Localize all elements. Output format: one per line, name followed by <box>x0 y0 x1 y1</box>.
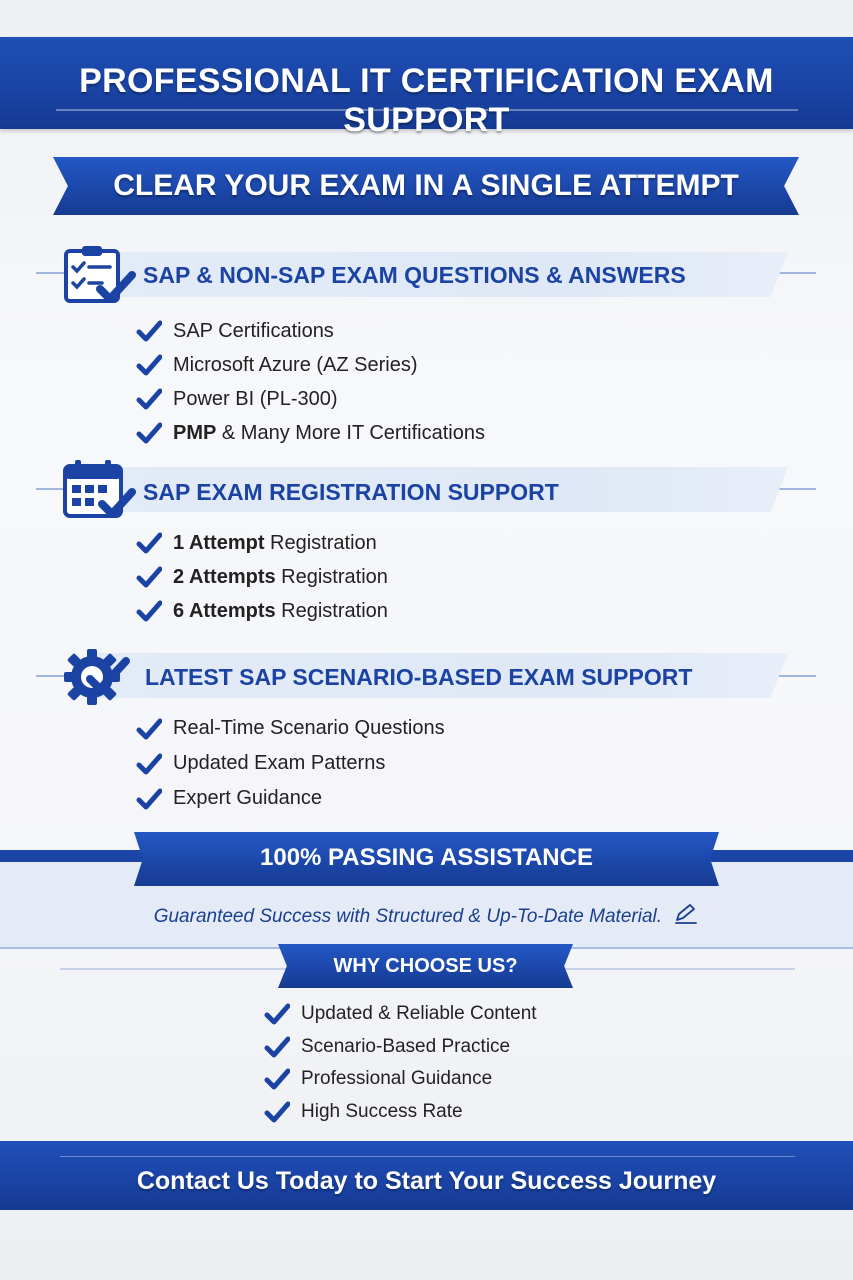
section-title: LATEST SAP SCENARIO-BASED EXAM SUPPORT <box>145 664 693 690</box>
footer-call-to-action: Contact Us Today to Start Your Success Journey <box>136 1167 717 1195</box>
list-item-label: Real-Time Scenario Questions <box>173 717 445 739</box>
section-title: SAP EXAM REGISTRATION SUPPORT <box>143 479 559 505</box>
list-item-label: Updated Exam Patterns <box>173 752 386 774</box>
section-list <box>136 711 445 816</box>
list-item <box>264 1063 537 1096</box>
checkmark-icon <box>136 532 162 554</box>
section-list <box>136 526 388 628</box>
passing-tagline: Guaranteed Success with Structured & Up-To-Date Material. <box>0 903 853 928</box>
why-title: WHY CHOOSE US? <box>333 955 518 977</box>
list-item <box>264 1096 537 1129</box>
checklist-clipboard-icon <box>60 243 136 305</box>
checkmark-icon <box>136 354 162 376</box>
list-item <box>136 594 388 628</box>
list-item <box>136 348 485 382</box>
list-item <box>136 560 388 594</box>
checkmark-icon <box>136 422 162 444</box>
list-item-label: 1 Attempt Registration <box>173 531 377 554</box>
list-item <box>136 781 445 816</box>
banner-text: CLEAR YOUR EXAM IN A SINGLE ATTEMPT <box>113 169 739 202</box>
checkmark-icon <box>136 320 162 342</box>
checkmark-icon <box>136 600 162 622</box>
gear-check-icon <box>60 645 136 709</box>
list-item <box>136 416 485 450</box>
list-item-label: Scenario-Based Practice <box>301 1035 511 1057</box>
calendar-check-icon <box>60 458 136 520</box>
checkmark-icon <box>136 753 162 775</box>
checkmark-icon <box>136 718 162 740</box>
list-item-label: Power BI (PL-300) <box>173 387 338 410</box>
list-item <box>136 382 485 416</box>
list-item <box>136 746 445 781</box>
list-item-label: 2 Attempts Registration <box>173 565 388 588</box>
list-item-label: SAP Certifications <box>173 319 334 342</box>
checkmark-icon <box>136 388 162 410</box>
list-item-label: PMP & Many More IT Certifications <box>173 421 485 444</box>
header-title: PROFESSIONAL IT CERTIFICATION EXAM SUPPORT <box>79 62 774 139</box>
checkmark-icon <box>136 566 162 588</box>
list-item-label: Microsoft Azure (AZ Series) <box>173 353 418 376</box>
checkmark-icon <box>264 1068 290 1090</box>
list-item-label: Updated & Reliable Content <box>301 1003 537 1025</box>
list-item <box>136 526 388 560</box>
passing-title: 100% PASSING ASSISTANCE <box>260 844 593 871</box>
list-item-label: High Success Rate <box>301 1100 463 1122</box>
list-item <box>136 314 485 348</box>
list-item <box>264 1031 537 1064</box>
list-item-label: Professional Guidance <box>301 1068 493 1090</box>
section-list <box>136 314 485 450</box>
checkmark-icon <box>264 1101 290 1123</box>
section-title: SAP & NON-SAP EXAM QUESTIONS & ANSWERS <box>143 262 686 288</box>
checkmark-icon <box>264 1003 290 1025</box>
why-list <box>264 998 537 1128</box>
list-item <box>264 998 537 1031</box>
footer-divider <box>60 1156 795 1157</box>
checkmark-icon <box>136 788 162 810</box>
list-item-label: 6 Attempts Registration <box>173 599 388 622</box>
list-item-label: Expert Guidance <box>173 787 322 809</box>
list-item <box>136 711 445 746</box>
pencil-edit-icon <box>673 903 699 925</box>
checkmark-icon <box>264 1036 290 1058</box>
